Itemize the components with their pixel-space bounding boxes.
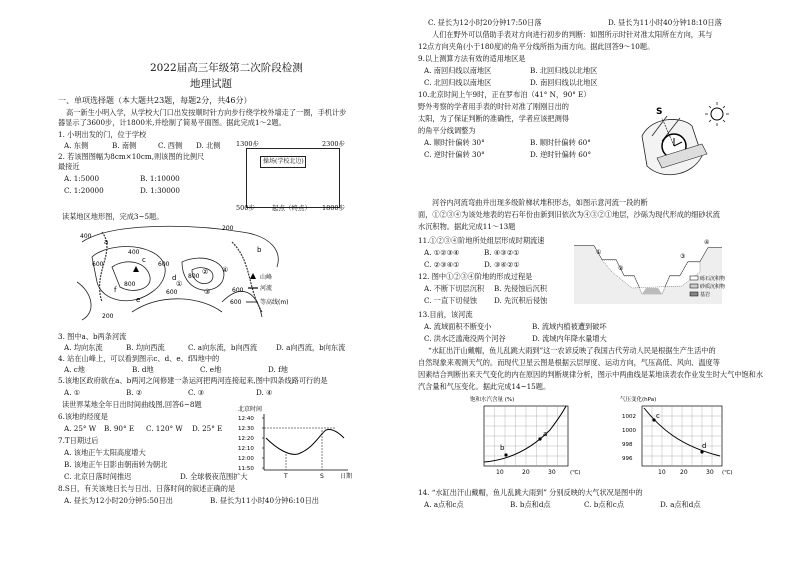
- option[interactable]: A. 东侧: [64, 141, 89, 150]
- x-tick: 30: [548, 469, 556, 476]
- option[interactable]: D. 昼长为11小时40分钟18:10日落: [608, 18, 722, 27]
- option[interactable]: A. 流域面积不断变小: [424, 322, 492, 331]
- x-tick: 10: [496, 469, 504, 476]
- option[interactable]: B. 北回归线以北地区: [530, 66, 598, 75]
- question-12: 12. 图中①②③④阶地的形成过程是: [418, 272, 533, 281]
- subject-title: 地理试题: [190, 78, 232, 90]
- option[interactable]: D. 全球极夜范围扩大: [180, 472, 248, 481]
- y-tick: 12:20: [238, 436, 254, 442]
- option[interactable]: B. 先侵蚀后沉积: [494, 284, 547, 293]
- question-1: 1. 小明出发的门，位于学校: [58, 130, 147, 139]
- intro-paragraph: “水缸出汗山戴帽，鱼儿乱跳大雨到”这一农谚反映了我国古代劳动人民是根据生产生活中的: [428, 346, 716, 355]
- option[interactable]: A. a点和c点: [424, 500, 464, 509]
- question-2: 最接近: [58, 162, 80, 171]
- point-label: ④: [222, 266, 229, 274]
- intro-paragraph: 读某地区地形图，完成3~5题。: [62, 212, 164, 221]
- contour-label: 800: [188, 273, 200, 280]
- point-label: c: [142, 256, 146, 264]
- option[interactable]: A. 顺时针偏转 30°: [424, 138, 485, 147]
- option[interactable]: B. 顺时针偏转 60°: [530, 138, 591, 147]
- question-3: 3. 图中a、b两条河流: [58, 332, 127, 341]
- option[interactable]: C. ③: [188, 388, 205, 397]
- school-plan-figure: [236, 140, 346, 212]
- intro-paragraph: 水沉积物。据此完成11～13题: [418, 222, 516, 231]
- contour-label: 200: [222, 225, 234, 232]
- option[interactable]: B. 90° E: [104, 424, 135, 433]
- question-13: 13.目前，该河流: [418, 310, 473, 319]
- option[interactable]: A. c地: [64, 365, 85, 374]
- option[interactable]: D. a点和d点: [660, 500, 701, 509]
- option[interactable]: D. 逆时针偏转 60°: [530, 150, 592, 159]
- option[interactable]: A. 不断下切层沉积: [424, 284, 485, 293]
- option[interactable]: C. 北回归线以南地区: [424, 78, 492, 87]
- river-terrace-section: [572, 236, 742, 306]
- option[interactable]: A. 1:5000: [64, 174, 100, 183]
- option[interactable]: B. b点和d点: [510, 500, 551, 509]
- option[interactable]: A. ①②③④: [424, 248, 460, 257]
- option[interactable]: C. 120° W: [146, 424, 183, 433]
- point-label: b: [257, 246, 262, 254]
- option[interactable]: D. 先沉积后侵蚀: [494, 296, 548, 305]
- option[interactable]: C. 北京日落时间推迟: [64, 472, 132, 481]
- pressure-chart: [620, 394, 740, 480]
- y-tick: 12:30: [238, 426, 254, 432]
- question-10: 的角平分线调整为: [418, 126, 476, 135]
- option[interactable]: C. 1:20000: [64, 186, 104, 195]
- playground-label: 操场(学校北边): [260, 156, 306, 168]
- option[interactable]: C. 洪水泛滥淹没两个河谷: [424, 334, 506, 343]
- legend-label: 基岩: [700, 292, 711, 298]
- south-label: S: [656, 107, 663, 117]
- intro-paragraph: 读世界某地全年日出时间曲线图,回答6~8题: [62, 400, 202, 409]
- option[interactable]: D. ③④②①: [484, 260, 520, 269]
- option[interactable]: D. f地: [268, 365, 288, 374]
- option[interactable]: C. e地: [200, 365, 222, 374]
- section-heading: 一、单项选择题（本大题共23题，每题2分，共46分）: [58, 96, 252, 105]
- option[interactable]: C. b点和c点: [584, 500, 625, 509]
- option[interactable]: A. ①: [64, 388, 81, 397]
- chart-ylabel: 饱和水汽含量 (%): [470, 397, 515, 403]
- step-label: 1800步: [322, 204, 346, 212]
- option[interactable]: D. 25° E: [192, 424, 223, 433]
- contour-label: 400: [80, 233, 92, 240]
- option[interactable]: D. ④: [256, 388, 273, 397]
- y-tick: 998: [622, 442, 633, 448]
- option[interactable]: B. 该地正午日影由朝南转为朝北: [64, 460, 168, 469]
- y-tick: 12:00: [238, 456, 254, 462]
- x-axis-label: 日期: [340, 473, 353, 480]
- step-label: 2300步: [322, 140, 346, 148]
- intro-paragraph: 自然现象来观测天气的。而现代卫星云图是根据云层厚度、运动方向，气压高低、风向、温度等: [418, 358, 720, 367]
- contour-label: 800: [124, 281, 136, 288]
- point-label: ③: [204, 288, 211, 296]
- point-label: ①: [176, 280, 183, 288]
- x-tick: 30: [706, 469, 714, 476]
- x-tick: 20: [680, 469, 688, 476]
- x-tick: 10: [658, 469, 666, 476]
- option[interactable]: B. d地: [132, 365, 154, 374]
- terrace-number: ④: [704, 239, 710, 246]
- intro-paragraph: 器显示了3600步，计1800米,并绘制了简易平面图。据此完成1～2题。: [58, 118, 286, 127]
- option[interactable]: D. 南回归线以北地区: [530, 78, 598, 87]
- topographic-map: [72, 222, 312, 322]
- option[interactable]: A. 南回归线以南地区: [424, 66, 492, 75]
- point-label: a: [543, 430, 548, 438]
- point-label: e: [136, 296, 141, 304]
- chart-ylabel: 气压变化(hPa): [620, 397, 657, 403]
- start-label: 起点（终点）: [272, 204, 311, 212]
- terrace-number: ③: [680, 253, 686, 260]
- option[interactable]: C. a向东流，b向西流: [188, 343, 258, 352]
- intro-paragraph: 高一新生小明入学，从学校大门口出发按顺时针方向步行绕学校外墙走了一圈，手机计步: [66, 108, 347, 117]
- option[interactable]: C. 昼长为12小时20分钟17:50日落: [428, 18, 542, 27]
- intro-paragraph: 汽含量和气压变化。据此完成14~15题。: [418, 382, 551, 391]
- x-tick: 20: [522, 469, 530, 476]
- option[interactable]: C. 西侧: [158, 141, 183, 150]
- option[interactable]: D. 北侧: [196, 141, 221, 150]
- option[interactable]: A. 昼长为12小时20分钟5:50日出: [64, 496, 173, 505]
- option[interactable]: B. 南侧: [112, 141, 137, 150]
- point-label: d: [172, 274, 177, 282]
- legend-label: 砂质沉积物: [700, 284, 726, 290]
- point-label: ②: [202, 268, 209, 276]
- question-9: 9.以上测算方法有效的适用地区是: [418, 54, 526, 63]
- exam-title: 2022届高三年级第二次阶段检测: [150, 62, 303, 74]
- option[interactable]: A. 均向东流: [64, 343, 103, 352]
- option[interactable]: B. ②: [126, 388, 143, 397]
- option[interactable]: C. 一直下切侵蚀: [424, 296, 477, 305]
- point-label: f: [114, 286, 117, 294]
- contour-label: 600: [232, 287, 244, 294]
- contour-label: 600: [166, 289, 178, 296]
- point-label: b: [500, 444, 505, 452]
- intro-paragraph: 因素结合判断出来天气变化的内在原因的判断规律分析，图示中两曲线是某地读表农作业发生时大气中饱和水: [418, 370, 764, 379]
- option[interactable]: C. 逆时针偏转 30°: [424, 150, 485, 159]
- option[interactable]: B. 1:10000: [140, 174, 180, 183]
- saturation-chart: [470, 394, 590, 480]
- y-tick: 1002: [622, 414, 636, 420]
- intro-paragraph: 人们在野外可以借助手表对方向进行初步的判断：如图所示时针对准太阳所在方向，其与: [432, 30, 713, 39]
- chart-ylabel: 北京时间: [238, 406, 263, 413]
- question-5: 5.该地区政府欲在a、b两河之间修建一条运河把两河连接起来,图中四条线路可行的是: [58, 376, 328, 385]
- y-tick: 11:50: [238, 466, 254, 472]
- option[interactable]: D. 1:30000: [140, 186, 180, 195]
- watch-hand-figure: [632, 96, 732, 196]
- question-4: 4. 站在山峰上，可以看到图示c、d、e、f四地中的: [58, 354, 220, 363]
- sunrise-time-chart: [236, 404, 356, 482]
- y-tick: 1000: [622, 428, 636, 434]
- question-2: 2. 若该图图幅为8cm×10cm,则该图的比例尺: [58, 152, 205, 161]
- x-tick: T: [284, 473, 288, 480]
- option[interactable]: B. 均向西流: [126, 343, 165, 352]
- terrace-number: ①: [596, 249, 602, 256]
- question-10: 野外考察的学者用手表的时针对准了刚刚日出的: [418, 102, 569, 111]
- question-8: 8.S日，有关该地日长与日出、日落时间的叙述正确的是: [58, 484, 236, 493]
- question-10: 太阳，为了保证判断的准确性，学者应该把测得: [418, 114, 569, 123]
- y-tick: 12:10: [238, 446, 254, 452]
- option[interactable]: A. 25° W: [64, 424, 97, 433]
- question-6: 6.该地的经度是: [58, 412, 108, 421]
- intro-paragraph: 面，①②③④为该处地表的岩石年份由新到旧依次为④③②①地层，沙砾为现代形成的细砂状流: [418, 210, 720, 219]
- step-label: 500步: [236, 204, 255, 212]
- x-unit: (℃): [722, 470, 733, 476]
- legend-label: 河流: [260, 285, 273, 292]
- contour-label: 400: [128, 249, 140, 256]
- contour-label: 600: [158, 261, 170, 268]
- question-10: 10.北京时间上午9时，正在罗布泊（41° N，90° E）: [418, 90, 591, 99]
- legend-label: 砾石沉积物: [700, 276, 726, 282]
- question-7: 7.T日期过后: [58, 436, 99, 445]
- y-tick: 996: [622, 456, 633, 462]
- step-label: 1300步: [236, 140, 260, 148]
- option[interactable]: B. 昼长为11小时40分钟6:10日出: [210, 496, 319, 505]
- question-11: 11.①②③④阶地所处组层形成时期流速: [418, 236, 545, 245]
- point-label: d: [702, 442, 707, 450]
- legend-label: 等高线(m): [260, 299, 289, 306]
- y-tick: 12:40: [238, 416, 254, 422]
- option[interactable]: C. ②③④①: [424, 260, 460, 269]
- point-label: c: [656, 412, 660, 420]
- intro-paragraph: 河谷内河流弯曲并出现多级阶梯状堆积形态，如图示意河流一段的断: [432, 198, 648, 207]
- intro-paragraph: 12点方向夹角(小于180度)的角平分线所指为南方向。据此回答9～10题。: [418, 42, 655, 51]
- option[interactable]: D. 流域内年降水量增大: [532, 334, 607, 343]
- point-label: a: [104, 238, 109, 246]
- option[interactable]: B. 流域内植被遭到破坏: [532, 322, 607, 331]
- contour-label: 200: [102, 313, 114, 320]
- option[interactable]: B. ④③②①: [484, 248, 520, 257]
- terrace-number: ②: [618, 265, 624, 272]
- option[interactable]: A. 该地正午太阳高度增大: [64, 448, 146, 457]
- option[interactable]: D. a向西流，b向东流: [276, 343, 346, 352]
- question-14: 14. “水缸出汗山戴帽，鱼儿乱跳大雨到” 分别反映的大气状况是图中的: [418, 488, 643, 497]
- contour-label: 600: [92, 261, 104, 268]
- x-unit: (℃): [570, 470, 581, 476]
- x-tick: S: [320, 473, 324, 480]
- legend-label: 600: [230, 299, 242, 306]
- legend-label: 山峰: [260, 274, 273, 281]
